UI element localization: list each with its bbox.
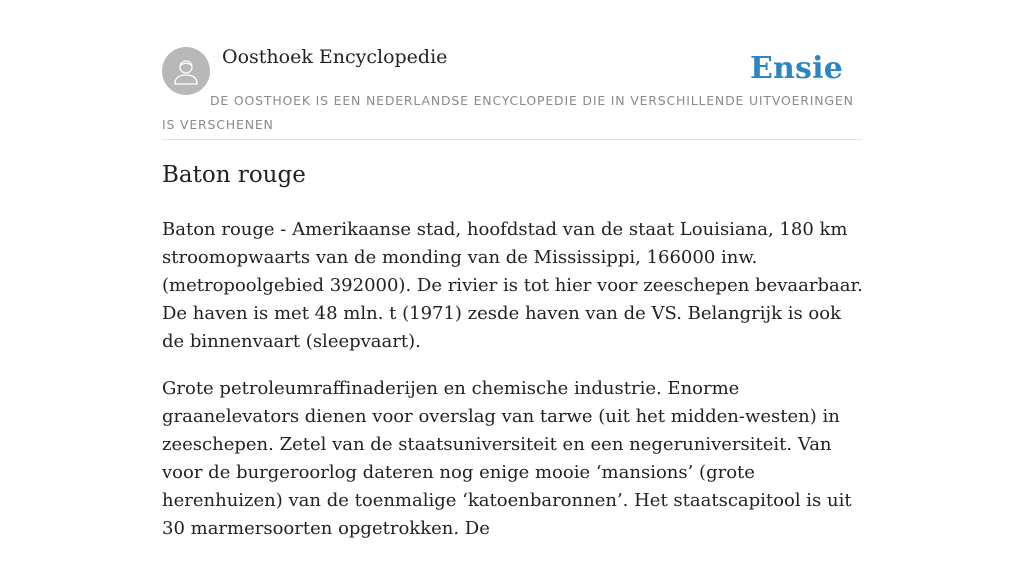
- article-paragraph: Grote petroleumraffinaderijen en chemische industrie. Enorme graanelevators dienen voor overslag van tarwe (uit het midden-westen) in zeeschepen. Zetel van de staatsuniversiteit en een negeruniversiteit. Van voor de burgeroorlog dateren nog enige mooie ‘mansions’ (grote herenhuizen) van de toenmalige ‘katoenbaronnen’. Het staatscapitool is uit 30 marmersoorten opgetrokken. De: [162, 378, 852, 539]
- article-content: [162, 216, 866, 562]
- user-icon: [171, 56, 201, 86]
- brand-logo[interactable]: Ensie: [749, 51, 843, 86]
- avatar[interactable]: [162, 47, 210, 95]
- page: [162, 0, 863, 539]
- article-paragraph: Baton rouge - Amerikaanse stad, hoofdstad van de staat Louisiana, 180 km stroomopwaarts van de monding van de Mississippi, 166000 inw. (metropoolgebied 392000). De rivier is tot hier voor zeeschepen bevaarbaar. De haven is met 48 mln. t (1971) zesde haven van de VS. Belangrijk is ook de binnenvaart (sleepvaart).: [162, 219, 863, 352]
- site-header: [162, 0, 862, 140]
- article-title: Baton rouge: [162, 162, 306, 188]
- site-name[interactable]: Oosthoek Encyclopedie: [222, 46, 448, 68]
- site-tagline: DE OOSTHOEK IS EEN NEDERLANDSE ENCYCLOPEDIE DIE IN VERSCHILLENDE UITVOERINGEN IS VERSCHENEN: [162, 93, 854, 132]
